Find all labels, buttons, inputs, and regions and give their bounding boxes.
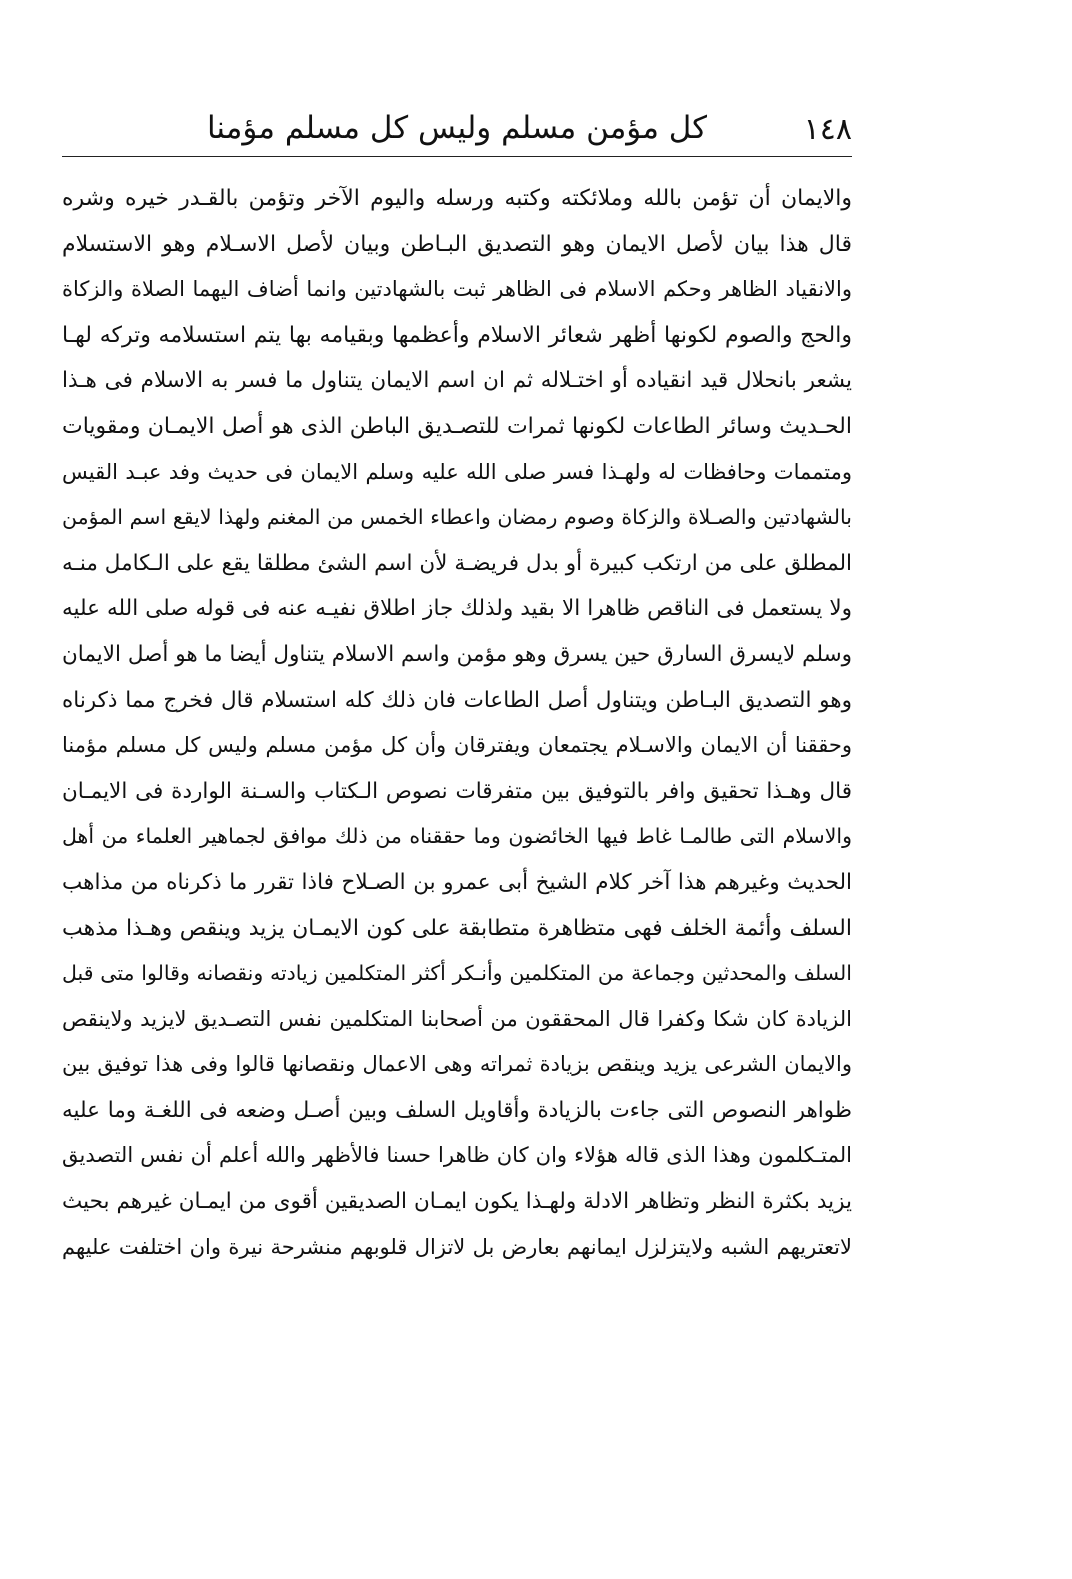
- text-line: المطلق على من ارتكب كبيرة أو بدل فريضـة لأن اسم الشئ مطلقا يقع على الـكامل منـه: [62, 550, 852, 576]
- text-line: قال هذا بيان لأصل الايمان وهو التصديق البـاطن وبيان لأصل الاسـلام وهو الاستسلام: [62, 231, 852, 257]
- text-line: لاتعتريهم الشبه ولايتزلزل ايمانهم بعارض بل لاتزال قلوبهم منشرحة نيرة وان اختلفت عليهم: [62, 1234, 852, 1259]
- text-line: ولا يستعمل فى الناقص ظاهرا الا بقيد ولذلك جاز اطلاق نفيـه عنه فى قوله صلى الله عليه: [62, 596, 852, 622]
- text-line: السلف وأئمة الخلف فهى متظاهرة متطابقة على كون الايمـان يزيد وينقص وهـذا مذهب: [62, 915, 852, 941]
- text-line: والايمان الشرعى يزيد وينقص بزيادة ثمراته وهى الاعمال ونقصانها قالوا وفى هذا توفيق بين: [62, 1052, 852, 1077]
- text-line: والانقياد الظاهر وحكم الاسلام فى الظاهر ثبت بالشهادتين وانما أضاف اليهما الصلاة والزكاة: [62, 277, 852, 302]
- text-line: الزيادة كان شكا وكفرا قال المحققون من أصحابنا المتكلمين نفس التصـديق لايزيد ولاينقص: [62, 1006, 852, 1031]
- text-line: وسلم لايسرق السارق حين يسرق وهو مؤمن واسم الاسلام يتناول أيضا ما هو أصل الايمان: [62, 641, 852, 667]
- text-line: المتـكلمون وهذا الذى قاله هؤلاء وان كان ظاهرا حسنا فالأظهر والله أعلم أن نفس التصديق: [62, 1143, 852, 1168]
- running-title: كل مؤمن مسلم وليس كل مسلم مؤمنا: [206, 110, 708, 146]
- text-line: والحج والصوم لكونها أظهر شعائر الاسلام وأعظمها وبقيامه بها يتم استسلامه وتركه لهـا: [62, 322, 852, 348]
- text-line: والايمان أن تؤمن بالله وملائكته وكتبه ورسله واليوم الآخر وتؤمن بالقـدر خيره وشره: [62, 186, 852, 211]
- text-line: وحققنا أن الايمان والاسـلام يجتمعان ويفترقان وأن كل مؤمن مسلم وليس كل مسلم مؤمنا: [62, 733, 852, 758]
- text-line: الحـديث وسائر الطاعات لكونها ثمرات للتصـديق الباطن الذى هو أصل الايمـان ومقويات: [62, 413, 852, 439]
- text-line: بالشهادتين والصـلاة والزكاة وصوم رمضان واعطاء الخمس من المغنم ولهذا لايقع اسم المؤمن: [62, 505, 852, 530]
- page-header: [62, 100, 852, 152]
- header-rule: [62, 156, 852, 157]
- text-line: السلف والمحدثين وجماعة من المتكلمين وأنـكر أكثر المتكلمين زيادته ونقصانه وقالوا متى قبل: [62, 961, 852, 986]
- text-line: ومتممات وحافظات له ولهـذا فسر صلى الله عليه وسلم الايمان فى حديث وفد عبـد القيس: [62, 459, 852, 484]
- text-line: يشعر بانحلال قيد انقياده أو اختـلاله ثم ان اسم الايمان يتناول ما فسر به الاسلام فى هـذا: [62, 368, 852, 394]
- text-line: يزيد بكثرة النظر وتظاهر الادلة ولهـذا يكون ايمـان الصديقين أقوى من ايمـان غيرهم بحيث: [62, 1189, 852, 1215]
- text-line: الحديث وغيرهم هذا آخر كلام الشيخ أبى عمرو بن الصـلاح فاذا تقرر ما ذكرناه من مذاهب: [62, 869, 852, 895]
- body-text: [62, 176, 852, 1270]
- text-line: والاسلام التى طالمـا غاط فيها الخائضون وما حققناه من ذلك موافق لجماهير العلماء من أهل: [62, 824, 852, 849]
- page-number: ١٤٨: [803, 112, 852, 147]
- text-line: ظواهر النصوص التى جاءت بالزيادة وأقاويل السلف وبين أصـل وضعه فى اللغـة وما عليه: [62, 1097, 852, 1123]
- text-line: وهو التصديق البـاطن ويتناول أصل الطاعات فان ذلك كله استسلام قال فخرج مما ذكرناه: [62, 687, 852, 713]
- text-line: قال وهـذا تحقيق وافر بالتوفيق بين متفرقات نصوص الـكتاب والسـنة الواردة فى الايمـان: [62, 778, 852, 804]
